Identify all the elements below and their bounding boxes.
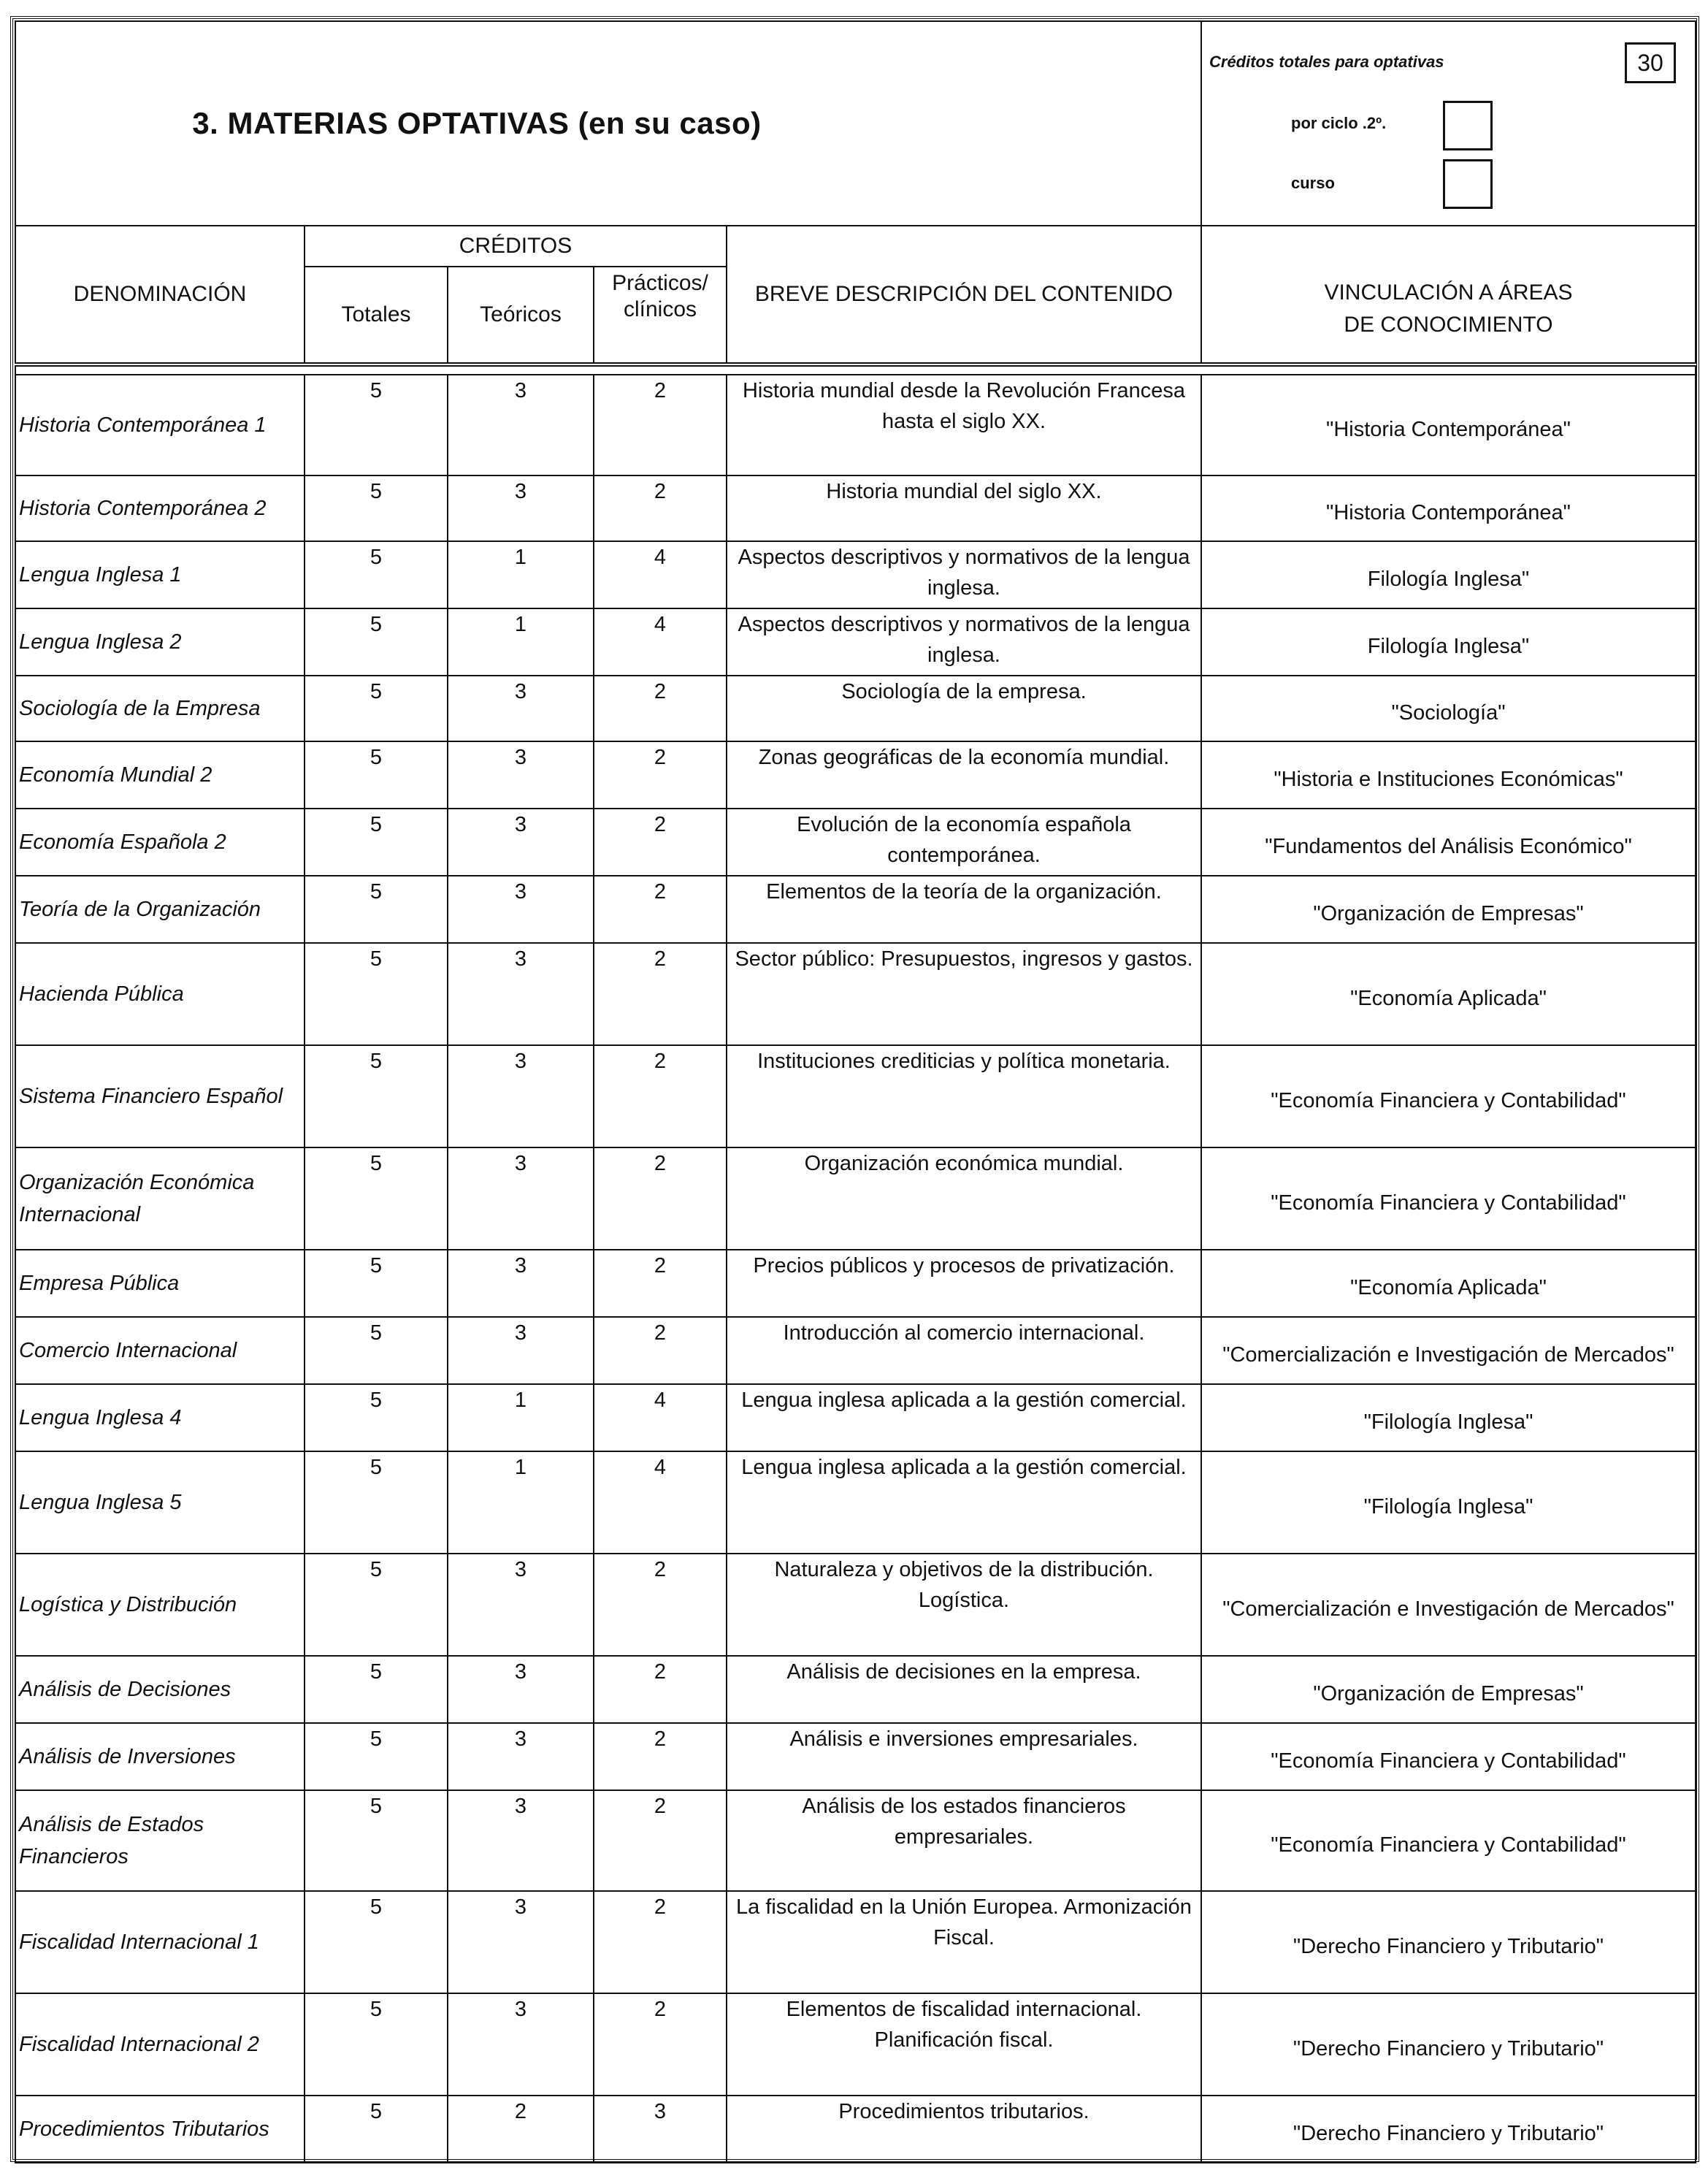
- credits-totales: 5: [305, 809, 448, 876]
- knowledge-area: "Filología Inglesa": [1201, 1451, 1696, 1554]
- credits-teoricos: 3: [448, 1993, 594, 2096]
- table-row: [15, 876, 1696, 943]
- knowledge-area: "Economía Financiera y Contabilidad": [1201, 1045, 1696, 1147]
- subject-description: Procedimientos tributarios.: [727, 2096, 1201, 2163]
- credits-teoricos: 3: [448, 1250, 594, 1317]
- col-vinculacion-line2: DE CONOCIMIENTO: [1344, 313, 1553, 337]
- credits-teoricos: 3: [448, 1554, 594, 1656]
- credits-practicos: 2: [594, 1656, 727, 1723]
- credits-totales: 5: [305, 1045, 448, 1147]
- subject-name: Análisis de Estados Financieros: [15, 1790, 305, 1891]
- credits-practicos: 4: [594, 1451, 727, 1554]
- optativas-table: [15, 20, 1696, 2163]
- knowledge-area: "Fundamentos del Análisis Económico": [1201, 809, 1696, 876]
- credits-teoricos: 3: [448, 1656, 594, 1723]
- subject-name: Fiscalidad Internacional 2: [15, 1993, 305, 2096]
- knowledge-area: "Historia e Instituciones Económicas": [1201, 741, 1696, 809]
- table-row: [15, 375, 1696, 475]
- subject-description: La fiscalidad en la Unión Europea. Armonización Fiscal.: [727, 1891, 1201, 1993]
- subject-name: Comercio Internacional: [15, 1317, 305, 1384]
- credits-totales: 5: [305, 608, 448, 676]
- credits-teoricos: 1: [448, 1451, 594, 1554]
- table-row: [15, 1384, 1696, 1451]
- knowledge-area: "Economía Aplicada": [1201, 1250, 1696, 1317]
- col-vinculacion: [1201, 226, 1696, 364]
- credits-totales: 5: [305, 1790, 448, 1891]
- table-row: [15, 1993, 1696, 2096]
- col-practicos: [594, 267, 727, 364]
- credits-totales: 5: [305, 1891, 448, 1993]
- subject-name: Lengua Inglesa 1: [15, 541, 305, 608]
- credits-totales: 5: [305, 1656, 448, 1723]
- table-row: [15, 1451, 1696, 1554]
- col-practicos-line1: Prácticos/: [612, 271, 708, 295]
- subject-description: Análisis de los estados financieros empresariales.: [727, 1790, 1201, 1891]
- col-teoricos: Teóricos: [448, 267, 594, 364]
- credits-teoricos: 3: [448, 741, 594, 809]
- table-row: [15, 475, 1696, 541]
- subject-description: Lengua inglesa aplicada a la gestión comercial.: [727, 1384, 1201, 1451]
- subject-description: Análisis de decisiones en la empresa.: [727, 1656, 1201, 1723]
- table-row: [15, 2096, 1696, 2163]
- credits-teoricos: 1: [448, 1384, 594, 1451]
- knowledge-area: "Organización de Empresas": [1201, 1656, 1696, 1723]
- knowledge-area: "Economía Financiera y Contabilidad": [1201, 1790, 1696, 1891]
- credits-teoricos: 3: [448, 375, 594, 475]
- table-row: [15, 608, 1696, 676]
- credits-practicos: 2: [594, 1147, 727, 1250]
- subject-name: Hacienda Pública: [15, 943, 305, 1045]
- credits-practicos: 2: [594, 809, 727, 876]
- credits-practicos: 3: [594, 2096, 727, 2163]
- col-denominacion: DENOMINACIÓN: [15, 226, 305, 364]
- subject-description: Organización económica mundial.: [727, 1147, 1201, 1250]
- credits-teoricos: 3: [448, 809, 594, 876]
- subject-description: Elementos de la teoría de la organización.: [727, 876, 1201, 943]
- ciclo-checkbox[interactable]: [1443, 101, 1493, 150]
- knowledge-area: Filología Inglesa": [1201, 608, 1696, 676]
- credits-practicos: 2: [594, 876, 727, 943]
- table-row: [15, 676, 1696, 741]
- credits-totales: 5: [305, 1451, 448, 1554]
- col-descripcion: BREVE DESCRIPCIÓN DEL CONTENIDO: [727, 226, 1201, 364]
- knowledge-area: "Organización de Empresas": [1201, 876, 1696, 943]
- credits-teoricos: 2: [448, 2096, 594, 2163]
- subject-name: Análisis de Decisiones: [15, 1656, 305, 1723]
- subject-description: Naturaleza y objetivos de la distribución. Logística.: [727, 1554, 1201, 1656]
- subject-name: Procedimientos Tributarios: [15, 2096, 305, 2163]
- table-row: [15, 1147, 1696, 1250]
- credits-label: Créditos totales para optativas: [1209, 53, 1444, 71]
- table-row: [15, 1723, 1696, 1790]
- table-row: [15, 943, 1696, 1045]
- credits-practicos: 4: [594, 541, 727, 608]
- ciclo-label: por ciclo .2º.: [1291, 114, 1387, 132]
- subject-name: Fiscalidad Internacional 1: [15, 1891, 305, 1993]
- credits-practicos: 2: [594, 375, 727, 475]
- page-title: 3. MATERIAS OPTATIVAS (en su caso): [15, 21, 1201, 226]
- subject-description: Sector público: Presupuestos, ingresos y gastos.: [727, 943, 1201, 1045]
- col-totales: Totales: [305, 267, 448, 364]
- knowledge-area: "Derecho Financiero y Tributario": [1201, 1993, 1696, 2096]
- subject-description: Zonas geográficas de la economía mundial.: [727, 741, 1201, 809]
- subject-name: Sociología de la Empresa: [15, 676, 305, 741]
- credits-teoricos: 3: [448, 876, 594, 943]
- subject-description: Evolución de la economía española contemporánea.: [727, 809, 1201, 876]
- table-row: [15, 809, 1696, 876]
- subject-name: Economía Española 2: [15, 809, 305, 876]
- knowledge-area: "Economía Financiera y Contabilidad": [1201, 1723, 1696, 1790]
- credits-totales: 5: [305, 1993, 448, 2096]
- subject-description: Historia mundial del siglo XX.: [727, 475, 1201, 541]
- header-divider: [15, 364, 1696, 375]
- subject-name: Lengua Inglesa 2: [15, 608, 305, 676]
- subject-name: Lengua Inglesa 5: [15, 1451, 305, 1554]
- knowledge-area: "Historia Contemporánea": [1201, 475, 1696, 541]
- credits-teoricos: 3: [448, 1045, 594, 1147]
- subject-description: Historia mundial desde la Revolución Francesa hasta el siglo XX.: [727, 375, 1201, 475]
- table-row: [15, 1891, 1696, 1993]
- subject-name: Lengua Inglesa 4: [15, 1384, 305, 1451]
- subject-description: Introducción al comercio internacional.: [727, 1317, 1201, 1384]
- credits-totales: 5: [305, 541, 448, 608]
- knowledge-area: "Comercialización e Investigación de Mercados": [1201, 1554, 1696, 1656]
- table-row: [15, 541, 1696, 608]
- credits-teoricos: 1: [448, 541, 594, 608]
- credits-panel: [1201, 21, 1696, 226]
- credits-practicos: 2: [594, 1891, 727, 1993]
- credits-practicos: 2: [594, 1993, 727, 2096]
- knowledge-area: Filología Inglesa": [1201, 541, 1696, 608]
- credits-practicos: 2: [594, 1045, 727, 1147]
- subject-description: Aspectos descriptivos y normativos de la lengua inglesa.: [727, 541, 1201, 608]
- credits-practicos: 2: [594, 1790, 727, 1891]
- credits-teoricos: 3: [448, 1891, 594, 1993]
- subject-name: Análisis de Inversiones: [15, 1723, 305, 1790]
- knowledge-area: "Economía Financiera y Contabilidad": [1201, 1147, 1696, 1250]
- subject-name: Economía Mundial 2: [15, 741, 305, 809]
- subject-description: Lengua inglesa aplicada a la gestión comercial.: [727, 1451, 1201, 1554]
- subject-name: Teoría de la Organización: [15, 876, 305, 943]
- credits-teoricos: 3: [448, 1317, 594, 1384]
- credits-teoricos: 3: [448, 1723, 594, 1790]
- credits-value: 30: [1625, 42, 1676, 83]
- subject-name: Historia Contemporánea 2: [15, 475, 305, 541]
- credits-practicos: 4: [594, 1384, 727, 1451]
- credits-totales: 5: [305, 375, 448, 475]
- subject-description: Elementos de fiscalidad internacional. Planificación fiscal.: [727, 1993, 1201, 2096]
- table-row: [15, 741, 1696, 809]
- subject-name: Organización Económica Internacional: [15, 1147, 305, 1250]
- subject-name: Sistema Financiero Español: [15, 1045, 305, 1147]
- subject-description: Precios públicos y procesos de privatización.: [727, 1250, 1201, 1317]
- col-creditos: CRÉDITOS: [305, 226, 727, 267]
- credits-teoricos: 3: [448, 475, 594, 541]
- credits-practicos: 4: [594, 608, 727, 676]
- credits-teoricos: 3: [448, 676, 594, 741]
- credits-practicos: 2: [594, 741, 727, 809]
- credits-totales: 5: [305, 1250, 448, 1317]
- credits-totales: 5: [305, 475, 448, 541]
- col-practicos-line2: clínicos: [623, 297, 697, 321]
- knowledge-area: "Sociología": [1201, 676, 1696, 741]
- credits-practicos: 2: [594, 1723, 727, 1790]
- table-row: [15, 1250, 1696, 1317]
- knowledge-area: "Derecho Financiero y Tributario": [1201, 1891, 1696, 1993]
- table-row: [15, 1656, 1696, 1723]
- table-row: [15, 1554, 1696, 1656]
- credits-totales: 5: [305, 676, 448, 741]
- credits-teoricos: 3: [448, 943, 594, 1045]
- subject-name: Historia Contemporánea 1: [15, 375, 305, 475]
- knowledge-area: "Filología Inglesa": [1201, 1384, 1696, 1451]
- curso-label: curso: [1291, 174, 1335, 192]
- subject-description: Sociología de la empresa.: [727, 676, 1201, 741]
- credits-totales: 5: [305, 741, 448, 809]
- table-row: [15, 1045, 1696, 1147]
- credits-practicos: 2: [594, 1317, 727, 1384]
- subject-name: Logística y Distribución: [15, 1554, 305, 1656]
- credits-totales: 5: [305, 1384, 448, 1451]
- credits-teoricos: 3: [448, 1790, 594, 1891]
- credits-totales: 5: [305, 1147, 448, 1250]
- table-row: [15, 1317, 1696, 1384]
- credits-practicos: 2: [594, 475, 727, 541]
- credits-totales: 5: [305, 1317, 448, 1384]
- table-row: [15, 1790, 1696, 1891]
- credits-totales: 5: [305, 943, 448, 1045]
- subject-description: Aspectos descriptivos y normativos de la lengua inglesa.: [727, 608, 1201, 676]
- credits-teoricos: 1: [448, 608, 594, 676]
- credits-totales: 5: [305, 876, 448, 943]
- knowledge-area: "Derecho Financiero y Tributario": [1201, 2096, 1696, 2163]
- credits-totales: 5: [305, 2096, 448, 2163]
- credits-totales: 5: [305, 1723, 448, 1790]
- knowledge-area: "Economía Aplicada": [1201, 943, 1696, 1045]
- credits-teoricos: 3: [448, 1147, 594, 1250]
- credits-practicos: 2: [594, 676, 727, 741]
- subject-description: Instituciones crediticias y política monetaria.: [727, 1045, 1201, 1147]
- credits-totales: 5: [305, 1554, 448, 1656]
- knowledge-area: "Historia Contemporánea": [1201, 375, 1696, 475]
- curso-checkbox[interactable]: [1443, 159, 1493, 209]
- knowledge-area: "Comercialización e Investigación de Mercados": [1201, 1317, 1696, 1384]
- subject-name: Empresa Pública: [15, 1250, 305, 1317]
- optativas-sheet: [15, 20, 1695, 2163]
- subject-description: Análisis e inversiones empresariales.: [727, 1723, 1201, 1790]
- credits-practicos: 2: [594, 1250, 727, 1317]
- credits-practicos: 2: [594, 1554, 727, 1656]
- col-vinculacion-line1: VINCULACIÓN A ÁREAS: [1324, 280, 1573, 305]
- credits-practicos: 2: [594, 943, 727, 1045]
